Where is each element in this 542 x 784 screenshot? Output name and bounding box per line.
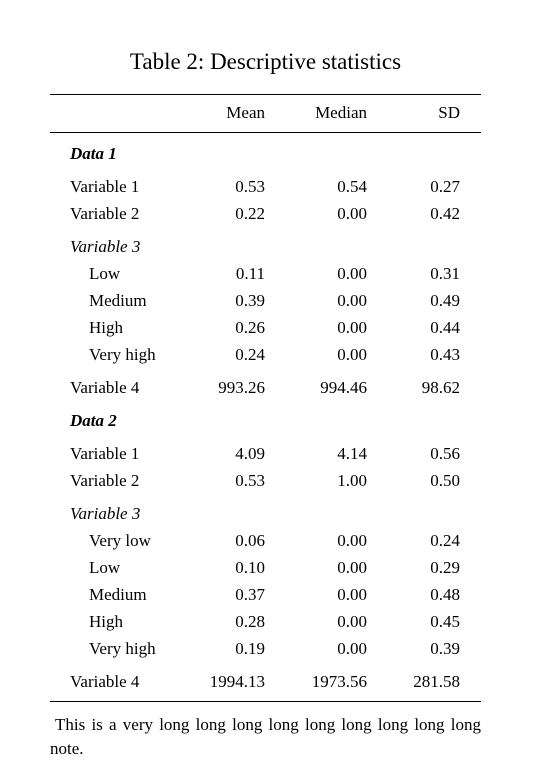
- section-title: Data 1: [70, 144, 117, 163]
- table-cell: 993.26: [218, 378, 265, 397]
- table-cell: 0.00: [337, 531, 367, 550]
- table-cell: 0.56: [430, 444, 460, 463]
- table-cell: 0.00: [337, 612, 367, 631]
- table-cell: 0.11: [235, 264, 265, 283]
- table-cell: 0.37: [235, 585, 265, 604]
- table-cell: 0.43: [430, 345, 460, 364]
- row-label: Low: [89, 558, 121, 577]
- table-cell: 0.42: [430, 204, 460, 223]
- table-cell: 0.53: [235, 471, 265, 490]
- row-label: Medium: [89, 585, 147, 604]
- table-cell: 4.14: [337, 444, 367, 463]
- row-label: Variable 4: [70, 672, 140, 691]
- table-cell: 0.22: [235, 204, 265, 223]
- table-cell: 994.46: [320, 378, 367, 397]
- row-label: Very low: [89, 531, 151, 550]
- table-cell: 0.48: [430, 585, 460, 604]
- table-cell: 1973.56: [311, 672, 367, 691]
- top-rule: [50, 94, 481, 95]
- header-median: Median: [315, 103, 367, 122]
- row-label: Variable 4: [70, 378, 140, 397]
- table-cell: 0.00: [337, 291, 367, 310]
- table-cell: 0.50: [430, 471, 460, 490]
- table-cell: 0.45: [430, 612, 460, 631]
- row-label: Low: [89, 264, 121, 283]
- table-cell: 0.44: [430, 318, 460, 337]
- row-label: Very high: [89, 639, 156, 658]
- table-cell: 0.24: [235, 345, 265, 364]
- section-title: Data 2: [70, 411, 117, 430]
- table-cell: 0.19: [235, 639, 265, 658]
- table-cell: 0.00: [337, 585, 367, 604]
- table-cell: 0.00: [337, 558, 367, 577]
- table-cell: 0.24: [430, 531, 460, 550]
- table-cell: 0.00: [337, 318, 367, 337]
- table-cell: 0.27: [430, 177, 460, 196]
- table-cell: 0.39: [430, 639, 460, 658]
- table-cell: 1994.13: [209, 672, 265, 691]
- table-cell: 0.00: [337, 204, 367, 223]
- row-label: Variable 1: [70, 444, 140, 463]
- table-caption: Table 2: Descriptive statistics: [129, 49, 402, 74]
- table-cell: 0.54: [337, 177, 367, 196]
- row-label: Variable 1: [70, 177, 140, 196]
- table-cell: 0.00: [337, 345, 367, 364]
- header-sd: SD: [438, 103, 460, 122]
- subgroup-title: Variable 3: [70, 504, 141, 523]
- table-cell: 0.10: [235, 558, 265, 577]
- table-cell: 0.06: [235, 531, 265, 550]
- table-cell: 0.39: [235, 291, 265, 310]
- table-cell: 0.26: [235, 318, 265, 337]
- table-cell: 98.62: [421, 378, 460, 397]
- header-rule: [50, 132, 481, 133]
- table-note: This is a very long long long long long long long long long note.: [50, 715, 481, 758]
- table-cell: 0.00: [337, 264, 367, 283]
- table-cell: 4.09: [235, 444, 265, 463]
- row-label: High: [89, 612, 123, 631]
- row-label: Medium: [89, 291, 147, 310]
- row-label: Variable 2: [70, 204, 140, 223]
- bottom-rule: [50, 701, 481, 702]
- subgroup-title: Variable 3: [70, 237, 141, 256]
- row-label: Variable 2: [70, 471, 140, 490]
- table-cell: 0.53: [235, 177, 265, 196]
- table-cell: 0.49: [430, 291, 460, 310]
- table-cell: 1.00: [337, 471, 367, 490]
- row-label: Very high: [89, 345, 156, 364]
- table-cell: 0.31: [430, 264, 460, 283]
- row-label: High: [89, 318, 123, 337]
- table-cell: 0.00: [337, 639, 367, 658]
- table-cell: 281.58: [413, 672, 460, 691]
- header-mean: Mean: [226, 103, 265, 122]
- table-cell: 0.28: [235, 612, 265, 631]
- table-cell: 0.29: [430, 558, 460, 577]
